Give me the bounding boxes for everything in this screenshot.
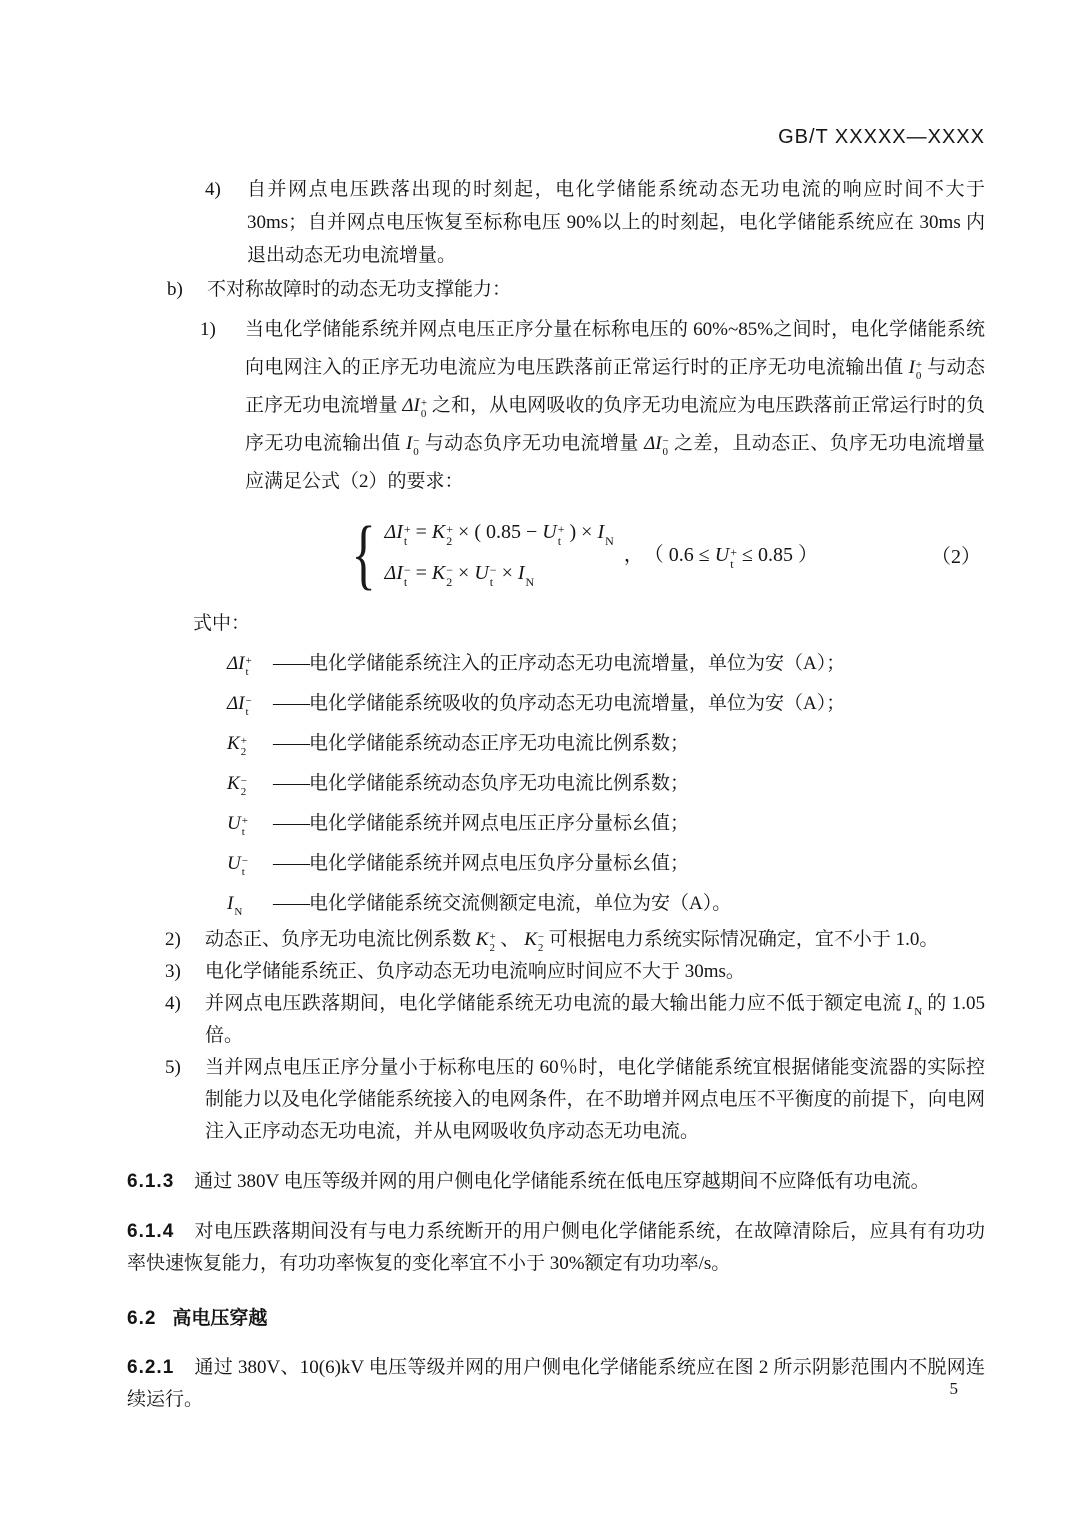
- math-symbol: K + 2: [227, 733, 247, 759]
- list-item-5: [127, 1052, 985, 1148]
- formula-2: [345, 510, 985, 597]
- math-symbol: K − 2: [524, 929, 545, 955]
- clause-number: 6.1.3: [127, 1171, 175, 1193]
- page-number: 5: [949, 1379, 958, 1398]
- math-symbol-ut-minus: [227, 851, 273, 878]
- definition-dash: ——: [273, 693, 309, 715]
- definition-row: [227, 691, 985, 718]
- definition-text: 电化学储能系统动态负序无功电流比例系数；: [309, 773, 690, 795]
- math-symbol: ΔI + 0: [402, 395, 428, 421]
- definition-dash: ——: [273, 813, 309, 835]
- math-symbol: I N: [517, 562, 535, 590]
- definition-dash: ——: [273, 893, 309, 915]
- math-symbol: K − 2: [227, 773, 247, 799]
- clause-6-1-3: [127, 1166, 985, 1198]
- clause-6-2-1: [127, 1352, 985, 1416]
- math-symbol-k2-minus: [227, 771, 273, 798]
- list-item-text: 不对称故障时的动态无功支撑能力：: [207, 279, 512, 300]
- clause-6-1-4: [127, 1216, 985, 1280]
- definition-text: 电化学储能系统动态正序无功电流比例系数；: [309, 733, 690, 755]
- math-symbol: ΔI + t: [384, 520, 411, 548]
- section-heading-6-2: [127, 1304, 985, 1334]
- section-number: 6.2: [127, 1308, 157, 1330]
- clause-number: 6.1.4: [127, 1221, 175, 1243]
- equation-line-positive: ΔI + t = K + 2 × ( 0.85 − U + t ) × I N: [384, 520, 614, 548]
- equation-number: （2）: [931, 545, 981, 568]
- list-item-4a: [127, 173, 985, 272]
- definition-row: [227, 811, 985, 838]
- math-symbol: ΔI − t: [384, 562, 411, 590]
- list-item-2: [127, 924, 985, 956]
- list-item-number: 3): [165, 961, 181, 983]
- left-brace: {: [351, 510, 376, 597]
- equation-line-negative: ΔI − t = K − 2 × U − t × I N: [384, 562, 535, 590]
- definition-text: 电化学储能系统并网点电压负序分量标幺值；: [309, 853, 690, 875]
- math-symbol: I N: [227, 893, 243, 919]
- section-title: 高电压穿越: [172, 1308, 268, 1330]
- math-symbol: K + 2: [431, 520, 454, 548]
- list-item-3: [127, 956, 985, 988]
- math-symbol: U + t: [542, 520, 565, 548]
- list-item-number: 5): [165, 1057, 181, 1079]
- equation-condition: ， （ 0.6 ≤ U + t ≤ 0.85 ）: [623, 543, 818, 572]
- doc-code-header: GB/T XXXXX—XXXX: [778, 126, 985, 148]
- clause-text: 通过 380V、10(6)kV 电压等级并网的用户侧电化学储能系统应在图 2 所示阴影范围内不脱网连续运行。: [127, 1357, 985, 1411]
- list-item-number: 4): [205, 179, 221, 200]
- math-symbol: I N: [597, 520, 614, 548]
- math-symbol-ut-plus: [227, 811, 273, 838]
- math-symbol: U + t: [227, 813, 248, 839]
- math-symbol: ΔI − t: [227, 693, 252, 719]
- definition-text: 电化学储能系统吸收的负序动态无功电流增量，单位为安（A）；: [309, 693, 846, 715]
- list-item-text: 当电化学储能系统并网点电压正序分量在标称电压的 60%~85%之间时，电化学储能系统向电网注入的正序无功电流应为电压跌落前正常运行时的正序无功电流输出值 I + 0 与动态正序无功电流增量 ΔI + 0 之和，从电网吸收的负序无功电流应为电压跌落前正常运行时的负序无功电流输出值 I − 0 与动态负序无功电流增量 ΔI − 0 之差，且动态正、负序无功电流增量应满足公式（2）的要求：: [245, 319, 985, 492]
- definition-text: 电化学储能系统交流侧额定电流，单位为安（A）。: [309, 893, 732, 915]
- clause-number: 6.2.1: [127, 1357, 175, 1379]
- list-item-number: b): [167, 279, 183, 300]
- definition-row: [227, 651, 985, 678]
- math-symbol-k2-plus: [227, 731, 273, 758]
- list-item-b: [127, 274, 985, 305]
- math-symbol: ΔI + t: [227, 653, 252, 679]
- math-symbol: U − t: [474, 562, 497, 590]
- list-item-text: 自并网点电压跌落出现的时刻起，电化学储能系统动态无功电流的响应时间不大于 30ms；自并网点电压恢复至标称电压 90%以上的时刻起，电化学储能系统应在 30ms 内退出动态无功电流增量。: [247, 179, 985, 266]
- definition-dash: ——: [273, 653, 309, 674]
- math-symbol: K − 2: [431, 562, 454, 590]
- equation-column: [384, 520, 613, 588]
- list-item-4b: [127, 988, 985, 1052]
- math-symbol: U + t: [714, 543, 738, 572]
- list-item-text: 并网点电压跌落期间，电化学储能系统无功电流的最大输出能力应不低于额定电流 I N 的 1.05 倍。: [205, 993, 985, 1047]
- definition-text: 电化学储能系统并网点电压正序分量标幺值；: [309, 813, 690, 835]
- definition-row: [227, 771, 985, 798]
- where-label: 式中：: [193, 613, 251, 634]
- definition-dash: ——: [273, 853, 309, 875]
- definition-row: [227, 891, 985, 918]
- definition-dash: ——: [273, 733, 309, 755]
- list-item-b1: [127, 311, 985, 501]
- clause-text: 通过 380V 电压等级并网的用户侧电化学储能系统在低电压穿越期间不应降低有功电流。: [194, 1171, 930, 1193]
- clause-text: 对电压跌落期间没有与电力系统断开的用户侧电化学储能系统，在故障清除后，应具有有功功率快速恢复能力，有功功率恢复的变化率宜不小于 30%额定有功功率/s。: [127, 1221, 985, 1275]
- definition-row: [227, 851, 985, 878]
- list-item-number: 4): [165, 993, 181, 1015]
- math-symbol: K + 2: [475, 929, 496, 955]
- math-symbol: ΔI − 0: [644, 433, 669, 459]
- math-symbol: I + 0: [908, 357, 923, 383]
- definition-text: 电化学储能系统注入的正序动态无功电流增量，单位为安（A）；: [309, 653, 846, 674]
- math-symbol: I − 0: [405, 433, 420, 459]
- math-symbol: U − t: [227, 853, 248, 879]
- definition-dash: ——: [273, 773, 309, 795]
- math-symbol-delta-it-plus: [227, 651, 273, 678]
- math-symbol: I N: [906, 993, 923, 1019]
- list-item-number: 2): [165, 929, 181, 951]
- list-item-number: 1): [200, 319, 216, 340]
- list-item-text: 当并网点电压正序分量小于标称电压的 60％时，电化学储能系统宜根据储能变流器的实际控制能力以及电化学储能系统接入的电网条件，在不助增并网点电压不平衡度的前提下，向电网注入正序动态无功电流，并从电网吸收负序动态无功电流。: [205, 1057, 985, 1143]
- definition-row: [227, 731, 985, 758]
- math-symbol-in: [227, 891, 273, 918]
- list-item-text: 动态正、负序无功电流比例系数 K + 2 、 K − 2 可根据电力系统实际情况确定，宜不小于 1.0。: [205, 929, 939, 955]
- math-symbol-delta-it-minus: [227, 691, 273, 718]
- list-item-text: 电化学储能系统正、负序动态无功电流响应时间应不大于 30ms。: [205, 961, 745, 983]
